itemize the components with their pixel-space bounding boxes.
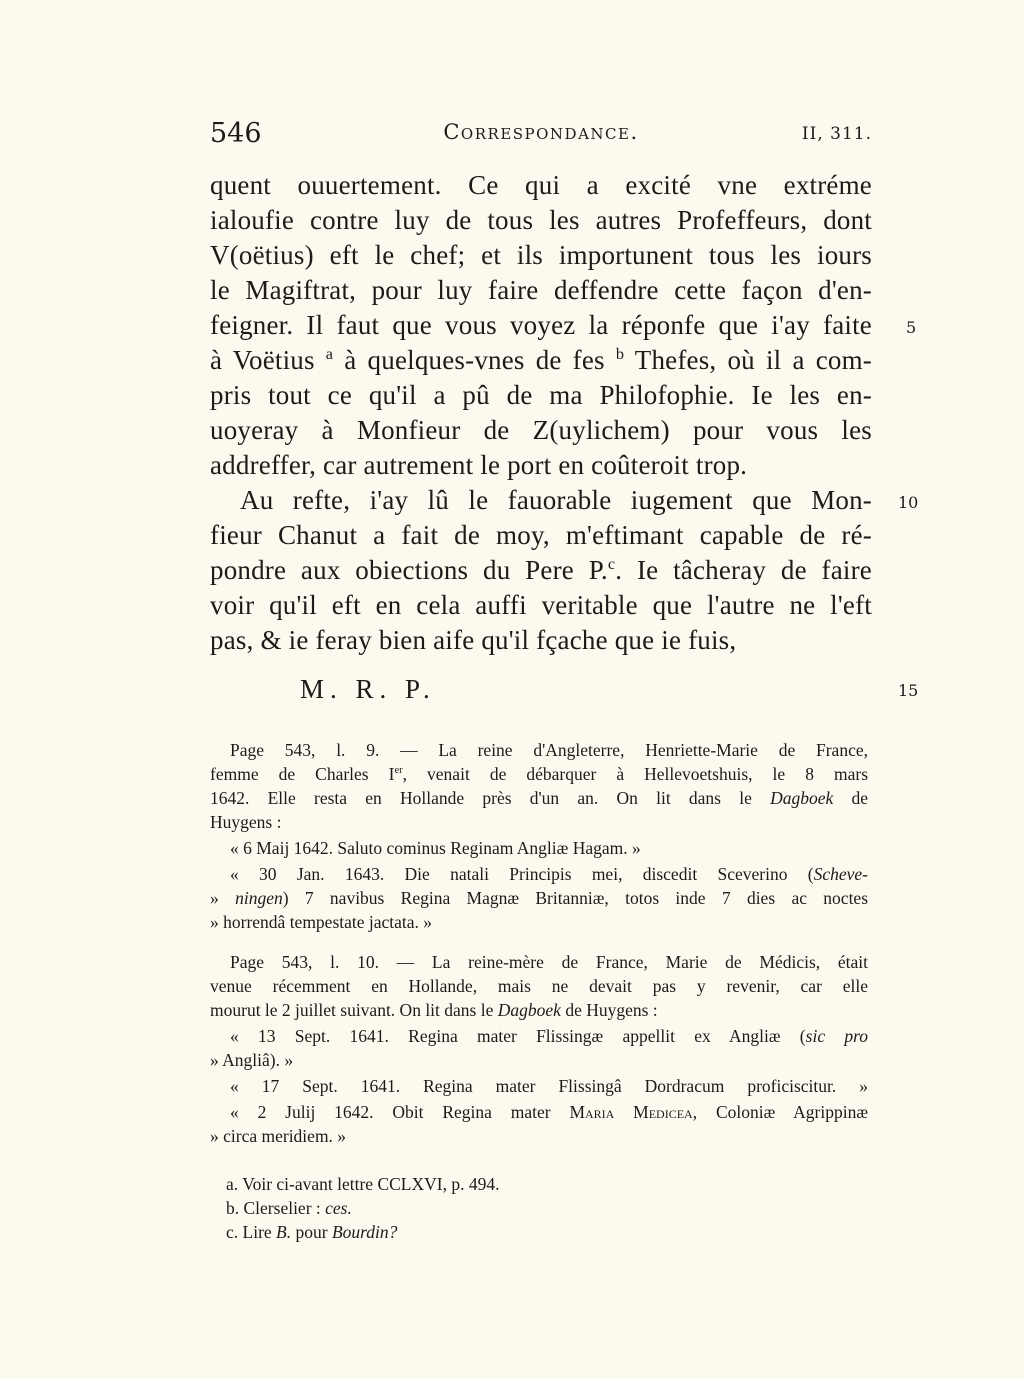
note-text: de	[833, 788, 868, 808]
quote-line	[230, 1024, 868, 1048]
note-italic: ces.	[325, 1198, 352, 1218]
note-text: femme de Charles I	[210, 764, 395, 784]
body-line-end: Thefes, où il a com-	[624, 345, 872, 375]
line-number: 15	[898, 681, 919, 700]
note-text: b. Clerselier :	[226, 1198, 326, 1218]
note-line: Page 543, l. 9. — La reine d'Angleterre, Henriette-Marie de France,	[230, 740, 868, 760]
quote-line: » horrendâ tempestate jactata. »	[210, 912, 433, 932]
body-line: uoyeray à Monfieur de Z(uylichem) pour vous les	[210, 415, 872, 445]
note-sup: er	[394, 765, 403, 777]
note-line	[210, 762, 868, 786]
quote-line	[210, 886, 868, 910]
note-italic: Bourdin?	[331, 1222, 398, 1242]
note-italic: B.	[276, 1222, 292, 1242]
quote-line: » Angliâ). »	[210, 1050, 294, 1070]
note-line: venue récemment en Hollande, mais ne devait pas y revenir, car elle	[210, 976, 868, 996]
quote-line: « 6 Maij 1642. Saluto cominus Reginam Angliæ Hagam. »	[230, 838, 641, 858]
note-text: mourut le 2 juillet suivant. On lit dans le	[210, 1000, 498, 1020]
page-number: 546	[210, 118, 262, 149]
note-smallcaps: Maria Medicea	[569, 1102, 693, 1122]
quote-line: » circa meridiem. »	[210, 1126, 347, 1146]
note-italic: Dagboek	[770, 788, 834, 808]
body-line: V(oëtius) eft le chef; et ils importunent tous les iours	[210, 240, 872, 270]
body-line: addreffer, car autrement le port en coûteroit trop.	[210, 450, 748, 480]
note-text: ) 7 navibus Regina Magnæ Britanniæ, totos inde 7 dies ac noctes	[282, 888, 869, 908]
edition-reference: II, 311.	[801, 124, 872, 144]
body-line: feigner. Il faut que vous voyez la réponfe que i'ay faite	[210, 310, 872, 340]
note-text: « 2 Julij 1642. Obit Regina mater	[230, 1102, 570, 1122]
body-line: Au refte, i'ay lû le fauorable iugement que Mon-	[240, 485, 872, 515]
body-line: le Magiftrat, pour luy faire deffendre cette façon d'en-	[210, 275, 872, 305]
footnote-b	[226, 1196, 352, 1220]
running-header	[210, 118, 872, 154]
body-line-end: . Ie tâcheray de faire	[615, 555, 872, 585]
body-line: pris tout ce qu'il a pû de ma Philofophie. Ie les en-	[210, 380, 872, 410]
line-number: 5	[906, 318, 917, 337]
note-line	[210, 998, 868, 1022]
note-text: pour	[291, 1222, 332, 1242]
quote-line	[230, 1100, 868, 1124]
note-text: , Coloniæ Agrippinæ	[692, 1102, 869, 1122]
body-line-mid: à quelques-vnes de fes	[333, 345, 616, 375]
note-text: , venait de débarquer à Hellevoetshuis, le 8 mars	[402, 764, 869, 784]
body-line: fieur Chanut a fait de moy, m'eftimant capable de ré-	[210, 520, 872, 550]
note-line: Page 543, l. 10. — La reine-mère de France, Marie de Médicis, était	[230, 952, 868, 972]
note-italic: sic pro	[805, 1026, 869, 1046]
note-italic: Dagboek	[497, 1000, 561, 1020]
note-text: »	[210, 888, 236, 908]
note-text: c. Lire	[226, 1222, 277, 1242]
note-text: « 13 Sept. 1641. Regina mater Flissingæ appellit ex Angliæ (	[230, 1026, 806, 1046]
body-line: ialoufie contre luy de tous les autres Profeffeurs, dont	[210, 205, 872, 235]
note-italic: ningen	[235, 888, 283, 908]
note-italic: Scheve-	[813, 864, 868, 884]
footnote-ref-b: b	[615, 345, 625, 363]
body-line: quent ouuertement. Ce qui a excité vne extréme	[210, 170, 872, 200]
note-line	[210, 786, 868, 810]
body-line: voir qu'il eft en cela auffi veritable que l'autre ne l'eft	[210, 590, 872, 620]
line-number: 10	[898, 493, 919, 512]
footnote-ref-c: c	[607, 555, 616, 573]
quote-line	[230, 862, 868, 886]
note-line: Huygens :	[210, 812, 282, 832]
note-text: de Huygens :	[560, 1000, 658, 1020]
note-text: « 30 Jan. 1643. Die natali Principis mei, discedit Sceverino (	[230, 864, 814, 884]
footnote-ref-a: a	[325, 345, 334, 363]
body-line	[210, 553, 872, 588]
footnote-c	[226, 1220, 397, 1244]
note-text: 1642. Elle resta en Hollande près d'un an. On lit dans le	[210, 788, 771, 808]
body-line: pas, & ie feray bien aife qu'il fçache que ie fuis,	[210, 625, 737, 655]
footnote-a: a. Voir ci-avant lettre CCLXVI, p. 494.	[226, 1174, 500, 1194]
body-line-start: à Voëtius	[210, 345, 326, 375]
running-title: Correspondance.	[443, 120, 639, 144]
body-line-start: pondre aux obiections du Pere P.	[210, 555, 608, 585]
body-line	[210, 343, 872, 378]
salutation-signature: M. R. P.	[300, 674, 436, 704]
quote-line: « 17 Sept. 1641. Regina mater Flissingâ Dordracum proficiscitur. »	[230, 1076, 868, 1096]
